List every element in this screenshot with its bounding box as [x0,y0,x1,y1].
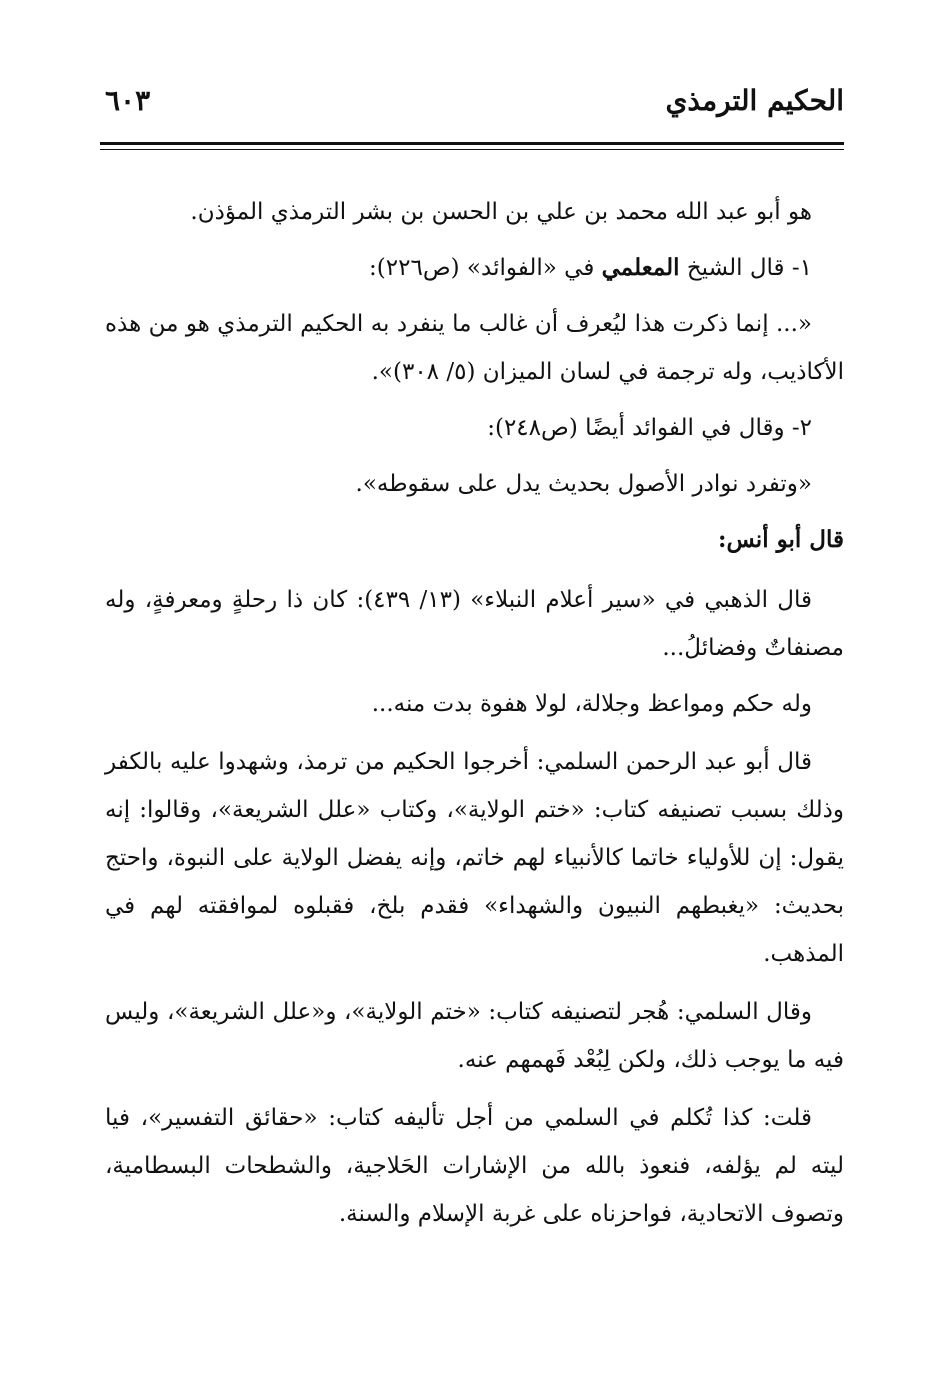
item-1-prefix: ١- قال الشيخ [686,255,812,281]
item-1 [105,244,844,292]
item-2: ٢- وقال في الفوائد أيضًا (ص٢٤٨): [487,415,812,441]
page-body [105,188,844,1246]
paragraph-sulami-1: قال أبو عبد الرحمن السلمي: أخرجوا الحكيم من ترمذ، وشهدوا عليه بالكفر وذلك بسبب تصنيفه كتاب: «ختم الولاية»، وكتاب «علل الشريعة»، وقالوا: إنه يقول: إن للأولياء خاتما كالأنبياء لهم خاتم، وإنه يفضل الولاية على النبوة، واحتج بحديث: «يغبطهم النبيون والشهداء» فقدم بلخ، فقبلوه لموافقته لهم في المذهب. [105,749,844,967]
page-number: ٦٠٣ [105,84,151,117]
intro-paragraph: هو أبو عبد الله محمد بن علي بن الحسن بن بشر الترمذي المؤذن. [190,199,812,225]
quote-1: «... إنما ذكرت هذا ليُعرف أن غالب ما ينفرد به الحكيم الترمذي هو من هذه الأكاذيب، وله ترجمة في لسان الميزان (٥/ ٣٠٨)». [105,311,844,385]
paragraph-qultu: قلت: كذا تُكلم في السلمي من أجل تأليفه كتاب: «حقائق التفسير»، فيا ليته لم يؤلفه، فنعوذ بالله من الإشارات الحَلاجية، والشطحات البسطامية، وتصوف الاتحادية، فواحزناه على غربة الإسلام والسنة. [105,1105,844,1227]
item-1-suffix: في «الفوائد» (ص٢٢٦): [369,255,595,281]
header-rule-thick [100,142,844,145]
page-header [105,78,844,128]
quote-2: «وتفرد نوادر الأصول بحديث يدل على سقوطه». [355,471,812,497]
item-1-name: المعلمي [601,254,680,281]
running-title: الحكيم الترمذي [665,84,844,117]
paragraph-dhahabi: قال الذهبي في «سير أعلام النبلاء» (١٣/ ٤٣٩): كان ذا رحلةٍ ومعرفةٍ، وله مصنفاتٌ وفضائلُ... [105,587,844,661]
header-rule-thin [100,149,844,150]
section-heading: قال أبو أنس: [717,526,844,553]
paragraph-wisdom: وله حكم ومواعظ وجلالة، لولا هفوة بدت منه... [371,691,812,717]
paragraph-sulami-2: وقال السلمي: هُجر لتصنيفه كتاب: «ختم الولاية»، و«علل الشريعة»، وليس فيه ما يوجب ذلك، ولكن لِبُعْد فَهمهم عنه. [105,999,844,1073]
